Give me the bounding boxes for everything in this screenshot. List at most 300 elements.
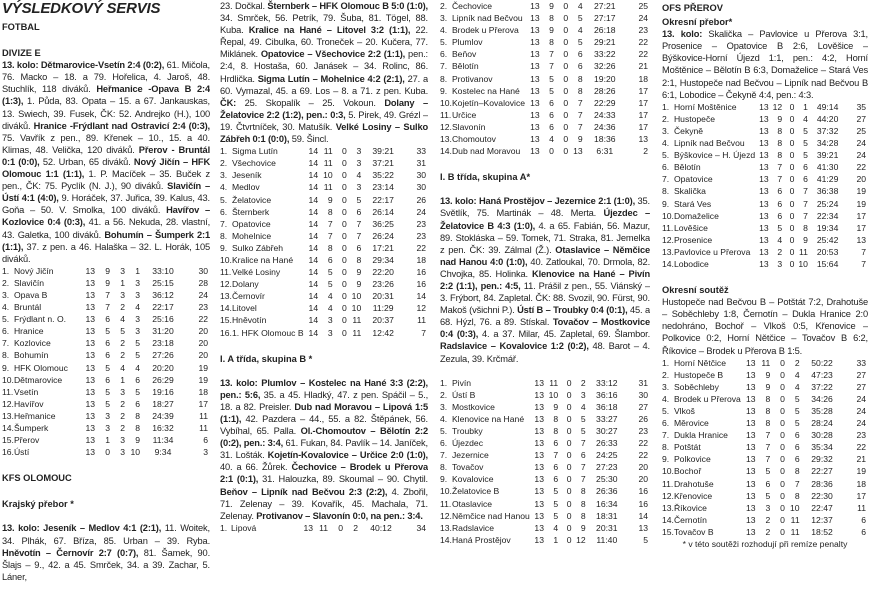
cell-played: 13 [759, 101, 769, 112]
cell-team: Lobodice [673, 258, 709, 269]
cell-score: 36:18 [596, 401, 618, 412]
table-row [2, 374, 210, 386]
cell-score: 12:37 [811, 514, 833, 525]
cell-played: 13 [85, 398, 95, 409]
cell-score: 27:17 [594, 13, 616, 24]
match-result: Újezdec – Želatovice B 4:3 (1:0), [440, 208, 650, 231]
cell-rank: 10. [662, 466, 674, 477]
league-title: KFS OLOMOUC [2, 473, 72, 484]
cell-rank: 6. [440, 438, 448, 449]
cell-rank: 3. [440, 401, 448, 412]
cell-played: 13 [530, 13, 540, 24]
match-result: ČK: [220, 97, 237, 108]
cell-team: Beňov [451, 49, 477, 60]
cell-points: 26 [416, 194, 426, 205]
table-row [2, 398, 210, 410]
cell-draws: 0 [563, 13, 569, 24]
cell-rank: 5. [440, 426, 448, 436]
standings-table [440, 377, 650, 546]
cell-rank: 4. [440, 25, 448, 36]
cell-rank: 1. [662, 101, 670, 112]
cell-rank: 3. [2, 289, 10, 300]
table-row [440, 0, 650, 12]
cell-points: 24 [856, 138, 866, 149]
cell-draws: 0 [780, 357, 785, 368]
cell-losses: 6 [356, 242, 362, 253]
table-row [662, 173, 868, 185]
cell-losses: 6 [577, 49, 583, 60]
match-detail: 75. Vavřík z pen., 89. Křenek – 10., 15. a 40. Klimas, 48. Velička, 120 diváků. [2, 132, 210, 155]
cell-score: 25:15 [152, 277, 174, 288]
cell-team: HFK Olomouc [13, 362, 68, 373]
match-detail: 61. Mičola, 76. Macko – 18. a 79. Hořelica, 4. Jaroš, 48. Stuchlík, 118 diváků. [2, 60, 210, 95]
cell-team: Frýdlant n. O. [13, 314, 67, 325]
cell-draws: 0 [566, 450, 572, 461]
cell-team: Lipník nad Bečvou [673, 138, 745, 149]
standings-table [662, 357, 868, 538]
cell-team: Medlov [231, 182, 260, 193]
cell-played: 13 [85, 326, 95, 337]
cell-team: Vlkoš [673, 406, 695, 416]
match-result: Přerov - Bruntál 0:1 (0:0), [2, 144, 210, 167]
cell-points: 30 [416, 170, 426, 181]
cell-rank: 11. [2, 386, 14, 397]
match-result: 13. kolo: Dětmarovice-Vsetín 2:4 (0:2), [2, 60, 165, 71]
table-row [662, 222, 868, 234]
cell-losses: 8 [794, 490, 800, 501]
cell-played: 13 [746, 442, 756, 453]
cell-score: 27:23 [596, 462, 618, 473]
cell-points: 3 [203, 447, 208, 458]
cell-rank: 16. [220, 327, 232, 338]
cell-played: 14 [308, 182, 319, 193]
match-report [220, 377, 428, 522]
cell-losses: 9 [135, 435, 140, 446]
cell-losses: 10 [798, 258, 808, 269]
cell-points: 35 [856, 101, 866, 112]
cell-score: 16:34 [596, 498, 618, 509]
cell-points: 31 [416, 158, 426, 169]
cell-rank: 11. [440, 109, 452, 120]
cell-played: 13 [746, 478, 756, 489]
cell-losses: 3 [135, 314, 140, 325]
cell-team: Havířov [13, 398, 44, 409]
cell-draws: 2 [120, 302, 125, 313]
cell-team: Opatovice [673, 174, 713, 185]
cell-points: 20 [856, 174, 866, 185]
cell-played: 13 [759, 246, 769, 257]
cell-wins: 3 [327, 327, 333, 338]
cell-team: Plumlov [451, 37, 483, 48]
match-result: Otaslavice – Němčice nad Hanou 4:0 (1:0), [440, 244, 650, 267]
cell-score: 30:28 [811, 430, 833, 441]
cell-draws: 0 [566, 510, 572, 521]
cell-points: 11 [417, 315, 426, 326]
cell-points: 17 [638, 109, 648, 120]
cell-score: 19:16 [152, 386, 174, 397]
cell-rank: 5. [662, 406, 670, 416]
cell-rank: 11. [220, 267, 232, 278]
cell-draws: 0 [563, 1, 569, 11]
cell-draws: 5 [120, 326, 125, 337]
cell-score: 27:21 [594, 1, 616, 11]
cell-points: 19 [198, 374, 208, 385]
cell-points: 22 [856, 442, 866, 453]
cell-team: Opava B [13, 289, 48, 300]
cell-points: 24 [198, 289, 208, 300]
cell-draws: 0 [341, 315, 347, 326]
table-row [440, 425, 650, 437]
cell-wins: 8 [553, 413, 559, 424]
cell-wins: 8 [549, 37, 554, 48]
cell-losses: 4 [577, 1, 583, 11]
cell-draws: 0 [780, 478, 785, 489]
cell-played: 13 [759, 210, 769, 221]
cell-draws: 2 [120, 410, 125, 421]
cell-losses: 6 [794, 442, 800, 453]
table-row [662, 381, 868, 393]
cell-wins: 8 [327, 242, 333, 253]
cell-losses: 2 [580, 377, 586, 388]
cell-played: 13 [534, 522, 544, 533]
cell-score: 36:12 [152, 289, 174, 300]
cell-wins: 11 [323, 182, 333, 193]
cell-rank: 2. [662, 369, 670, 380]
cell-played: 13 [85, 435, 95, 446]
cell-rank: 9. [440, 474, 448, 485]
cell-draws: 0 [341, 206, 347, 217]
cell-rank: 1. [440, 377, 448, 388]
match-result: Kralice na Hané – Litovel 3:2 (1:1), [248, 25, 411, 36]
cell-played: 13 [759, 138, 769, 149]
cell-team: Křenovice [673, 490, 713, 501]
cell-points: 16 [416, 279, 426, 290]
cell-score: 19:34 [816, 222, 839, 233]
column-1 [2, 0, 210, 583]
cell-points: 22 [638, 438, 648, 449]
cell-score: 44:20 [816, 113, 839, 124]
cell-team: Lověšice [673, 222, 708, 233]
cell-points: 22 [416, 242, 426, 253]
cell-rank: 9. [662, 198, 670, 209]
match-result: Dub nad Moravou – Lipová 1:5 (1:1), [220, 401, 428, 424]
cell-points: 24 [856, 150, 866, 161]
match-detail: 5. Pirek, 49. Grézl – 19. Čtvrtníček, 30. Matušík. [220, 109, 428, 132]
cell-points: 17 [198, 398, 208, 409]
table-row [220, 522, 428, 534]
cell-played: 13 [534, 474, 544, 485]
column-4 [662, 0, 868, 550]
cell-played: 14 [308, 230, 319, 241]
table-row [440, 109, 650, 121]
cell-points: 14 [416, 291, 426, 302]
match-detail: 35. Světlík, 75. Martinák – 48. Merta. [440, 196, 650, 219]
cell-draws: 0 [566, 426, 572, 436]
cell-played: 13 [530, 109, 540, 120]
table-row [662, 490, 868, 502]
cell-score: 12:42 [372, 327, 394, 338]
cell-losses: 11 [790, 526, 800, 537]
match-detail: 61. Fukan, 84. Pavlík – 14. Janíček, 31. Lošták. [220, 438, 428, 461]
table-row [220, 169, 428, 181]
cell-losses: 10 [351, 303, 362, 314]
cell-wins: 5 [327, 267, 333, 278]
cell-losses: 5 [135, 350, 140, 361]
table-row [220, 230, 428, 242]
cell-wins: 5 [553, 498, 559, 509]
cell-team: Vsetín [13, 386, 39, 397]
cell-points: 18 [856, 478, 866, 489]
match-result: Opatovice – Všechovice 2:2 (1:1), [260, 49, 406, 60]
cell-rank: 13. [662, 246, 674, 257]
cell-draws: 0 [566, 401, 572, 412]
cell-points: 5 [643, 534, 648, 545]
cell-played: 14 [308, 267, 319, 278]
table-row [440, 133, 650, 145]
cell-team: Hustopeče [673, 113, 716, 124]
table-row [2, 386, 210, 398]
cell-team: Brodek u Přerova [673, 393, 741, 404]
cell-score: 23:14 [372, 182, 394, 193]
cell-rank: 10. [220, 254, 232, 265]
cell-losses: 7 [577, 109, 583, 120]
cell-losses: 8 [794, 466, 800, 477]
cell-points: 25 [638, 1, 648, 11]
cell-draws: 0 [563, 61, 569, 72]
table-row [440, 85, 650, 97]
cell-wins: 6 [105, 338, 110, 349]
table-row [440, 498, 650, 510]
cell-wins: 7 [777, 174, 783, 185]
cell-team: Polkovice [673, 454, 711, 465]
cell-points: 31 [638, 377, 648, 388]
cell-score: 29:34 [372, 254, 394, 265]
cell-wins: 9 [105, 277, 110, 288]
cell-draws: 0 [341, 158, 347, 169]
table-row [662, 258, 868, 270]
cell-losses: 8 [580, 486, 586, 497]
cell-played: 13 [85, 386, 95, 397]
cell-draws: 0 [341, 267, 347, 278]
cell-wins: 6 [777, 186, 783, 197]
cell-rank: 2. [220, 158, 228, 169]
cell-score: 22:30 [811, 490, 833, 501]
standings-table [662, 101, 868, 270]
table-row [2, 301, 210, 313]
cell-losses: 4 [580, 401, 586, 412]
cell-wins: 8 [765, 418, 771, 429]
table-row [440, 401, 650, 413]
cell-rank: 8. [2, 350, 10, 361]
cell-draws: 0 [789, 222, 795, 233]
cell-played: 13 [530, 61, 540, 72]
table-row [662, 502, 868, 514]
table-row [2, 446, 210, 458]
cell-played: 13 [534, 377, 544, 388]
cell-draws: 0 [341, 279, 347, 290]
cell-points: 24 [856, 406, 866, 416]
cell-played: 13 [759, 113, 769, 124]
cell-score: 35:28 [811, 406, 833, 416]
cell-wins: 7 [105, 289, 110, 300]
cell-played: 13 [85, 338, 95, 349]
league-title: DIVIZE E [2, 48, 41, 59]
cell-played: 13 [534, 389, 544, 400]
table-row [662, 198, 868, 210]
cell-rank: 3. [440, 13, 448, 24]
cell-draws: 2 [120, 338, 125, 349]
cell-team: Hranice [13, 326, 44, 337]
cell-played: 13 [746, 430, 756, 441]
table-row [440, 461, 650, 473]
cell-played: 13 [534, 462, 544, 473]
cell-played: 13 [534, 413, 544, 424]
cell-points: 27 [856, 113, 866, 124]
cell-team: Němčice nad Hanou [451, 510, 530, 521]
cell-rank: 1. [220, 522, 228, 533]
cell-draws: 0 [566, 474, 572, 485]
cell-rank: 3. [220, 170, 228, 181]
match-detail: Hustopeče nad Bečvou B – Potštát 7:2, Drahotuše – Soběchleby 1:8, Černotín – Dukla Hranice 2:0 nedohráno, Bochoř – Vlkoš 0:5, Křenovice – Polkovice 0:2, Horní Nětčice – Tovačov B 6:2, Říkovice – Brodek u Přerova B 1:5. [662, 297, 868, 356]
cell-wins: 7 [553, 450, 559, 461]
cell-wins: 7 [765, 454, 771, 465]
table-row [220, 181, 428, 193]
table-row [2, 289, 210, 301]
cell-team: Nový Jičín [13, 265, 54, 276]
cell-points: 26 [638, 413, 648, 424]
cell-score: 39:21 [816, 150, 839, 161]
cell-losses: 5 [803, 150, 808, 161]
cell-points: 19 [856, 466, 866, 477]
cell-score: 11:29 [372, 303, 394, 314]
match-detail: 23. Dočkal. [220, 1, 268, 11]
cell-wins: 9 [105, 265, 110, 276]
cell-rank: 6. [662, 418, 670, 429]
cell-score: 41:29 [816, 174, 839, 185]
cell-played: 14 [308, 242, 319, 253]
cell-points: 25 [856, 125, 866, 136]
cell-draws: 2 [120, 423, 125, 433]
cell-team: Pivín [451, 377, 472, 388]
cell-draws: 0 [341, 230, 347, 241]
cell-wins: 5 [105, 398, 110, 409]
table-row [2, 277, 210, 289]
cell-played: 13 [746, 454, 756, 465]
cell-score: 27:26 [152, 350, 174, 361]
cell-rank: 2. [662, 113, 670, 124]
cell-losses: 3 [356, 158, 362, 169]
footnote: * v této soutěži rozhodují při remíze penalty [682, 539, 848, 550]
table-row [440, 73, 650, 85]
table-row [662, 393, 868, 405]
cell-team: Přerov [13, 435, 40, 446]
cell-losses: 6 [135, 374, 140, 385]
cell-played: 13 [85, 374, 95, 385]
cell-rank: 5. [662, 150, 670, 161]
cell-score: 24:25 [596, 450, 618, 461]
match-detail: 22. Řepal, 49. Cibulka, 60. Troneček – 20. Kučera, 77. Miklánek. [220, 25, 428, 60]
cell-losses: 6 [794, 454, 800, 465]
cell-losses: 8 [580, 498, 586, 509]
cell-draws: 0 [789, 150, 795, 161]
cell-points: 24 [416, 206, 426, 217]
cell-draws: 0 [780, 442, 785, 453]
cell-score: 22:17 [152, 302, 174, 313]
standings-table [220, 522, 428, 534]
cell-rank: 13. [440, 522, 452, 533]
league-subtitle: Okresní přebor* [662, 17, 733, 28]
cell-losses: 11 [799, 246, 808, 257]
cell-wins: 5 [105, 362, 110, 373]
cell-wins: 11 [319, 522, 328, 533]
match-detail: 1. Půda, 83. Opata – 15. a 67. Jankauskas, 13. Swiech, 39. Fusek, ČK: 52. Andrejko (H.), 100 diváků. [2, 96, 210, 131]
cell-points: 2 [643, 146, 648, 157]
cell-losses: 5 [577, 37, 583, 48]
cell-team: Soběchleby [673, 381, 719, 392]
cell-score: 22:29 [594, 97, 616, 108]
table-row [220, 278, 428, 290]
match-report [662, 296, 868, 356]
table-row [662, 101, 868, 113]
table-row [220, 290, 428, 302]
cell-team: Šumperk [13, 423, 49, 433]
cell-score: 29:32 [811, 454, 833, 465]
cell-team: Opatovice [231, 218, 271, 229]
cell-team: Skalička [673, 186, 706, 197]
cell-losses: 8 [135, 410, 140, 421]
cell-rank: 15. [2, 435, 14, 446]
cell-played: 13 [746, 514, 756, 525]
cell-draws: 0 [563, 73, 569, 84]
cell-points: 17 [638, 85, 648, 96]
cell-score: 25:16 [152, 314, 174, 325]
cell-losses: 3 [135, 277, 140, 288]
cell-played: 13 [85, 447, 95, 458]
cell-team: Lipník nad Bečvou [451, 13, 523, 24]
cell-played: 14 [308, 194, 319, 205]
cell-losses: 5 [135, 338, 140, 349]
cell-score: 49:14 [816, 101, 839, 112]
cell-played: 13 [746, 369, 756, 380]
cell-played: 13 [85, 265, 95, 276]
cell-losses: 9 [356, 279, 362, 290]
cell-losses: 8 [577, 85, 583, 96]
cell-played: 13 [530, 49, 540, 60]
cell-team: Horní Moštěnice [673, 101, 737, 112]
table-row [440, 36, 650, 48]
match-result: Kojetín-Kovalovice – Určice 2:0 (1:0), [267, 450, 428, 461]
cell-losses: 11 [352, 327, 362, 338]
cell-rank: 7. [2, 338, 10, 349]
cell-played: 13 [746, 381, 756, 392]
cell-losses: 6 [580, 450, 586, 461]
cell-played: 14 [308, 206, 319, 217]
cell-losses: 6 [356, 206, 362, 217]
cell-score: 37:32 [816, 125, 839, 136]
cell-played: 13 [85, 423, 95, 433]
match-detail: 11. Woitek, 34. Plhák, 67. Bříza, 85. Urban – 39. Ryba. [2, 523, 210, 546]
cell-played: 13 [746, 393, 756, 404]
cell-team: Domaželice [673, 210, 719, 221]
cell-losses: 4 [577, 25, 583, 36]
cell-draws: 0 [789, 234, 795, 245]
cell-draws: 0 [563, 109, 569, 120]
cell-played: 13 [759, 222, 769, 233]
cell-points: 20 [198, 326, 208, 337]
table-row [662, 234, 868, 246]
cell-draws: 0 [789, 138, 795, 149]
cell-rank: 7. [662, 174, 670, 185]
